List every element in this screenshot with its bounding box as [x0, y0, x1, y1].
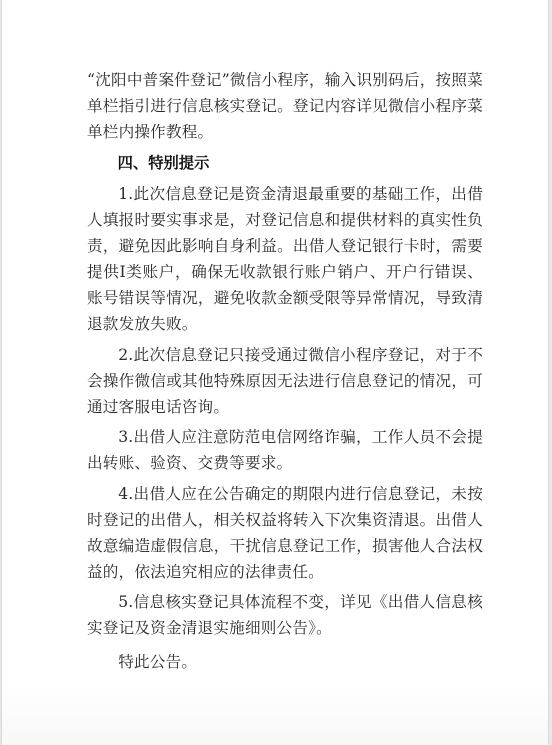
document-body [87, 67, 483, 680]
closing-line: 特此公告。 [118, 653, 198, 672]
document-page [2, 0, 548, 745]
notice-item-2: 2.此次信息登记只接受通过微信小程序登记，对于不会操作微信或其他特殊原因无法进行信息登记的情况，可通过客服电话咨询。 [87, 345, 483, 416]
notice-item-5: 5.信息核实登记具体流程不变，详见《出借人信息核实登记及资金清退实施细则公告》。 [87, 593, 483, 638]
notice-item-1: 1.此次信息登记是资金清退最重要的基础工作，出借人填报时要实事求是，对登记信息和提供材料的真实性负责，避免因此影响自身利益。出借人登记银行卡时，需要提供Ⅰ类账户，确保无收款银行账户销户、开户行错误、账号错误等情况，避免收款金额受限等异常情况，导致清退款发放失败。 [87, 184, 483, 334]
intro-paragraph: “沈阳中普案件登记”微信小程序，输入识别码后，按照菜单栏指引进行信息核实登记。登记内容详见微信小程序菜单栏内操作教程。 [87, 71, 483, 142]
notice-item-3: 3.出借人应注意防范电信网络诈骗，工作人员不会提出转账、验资、交费等要求。 [87, 428, 483, 473]
section-heading: 四、特别提示 [117, 153, 210, 172]
notice-item-4: 4.出借人应在公告确定的期限内进行信息登记，未按时登记的出借人，相关权益将转入下次集资清退。出借人故意编造虚假信息，干扰信息登记工作，损害他人合法权益的，依法追究相应的法律责任。 [87, 484, 483, 581]
